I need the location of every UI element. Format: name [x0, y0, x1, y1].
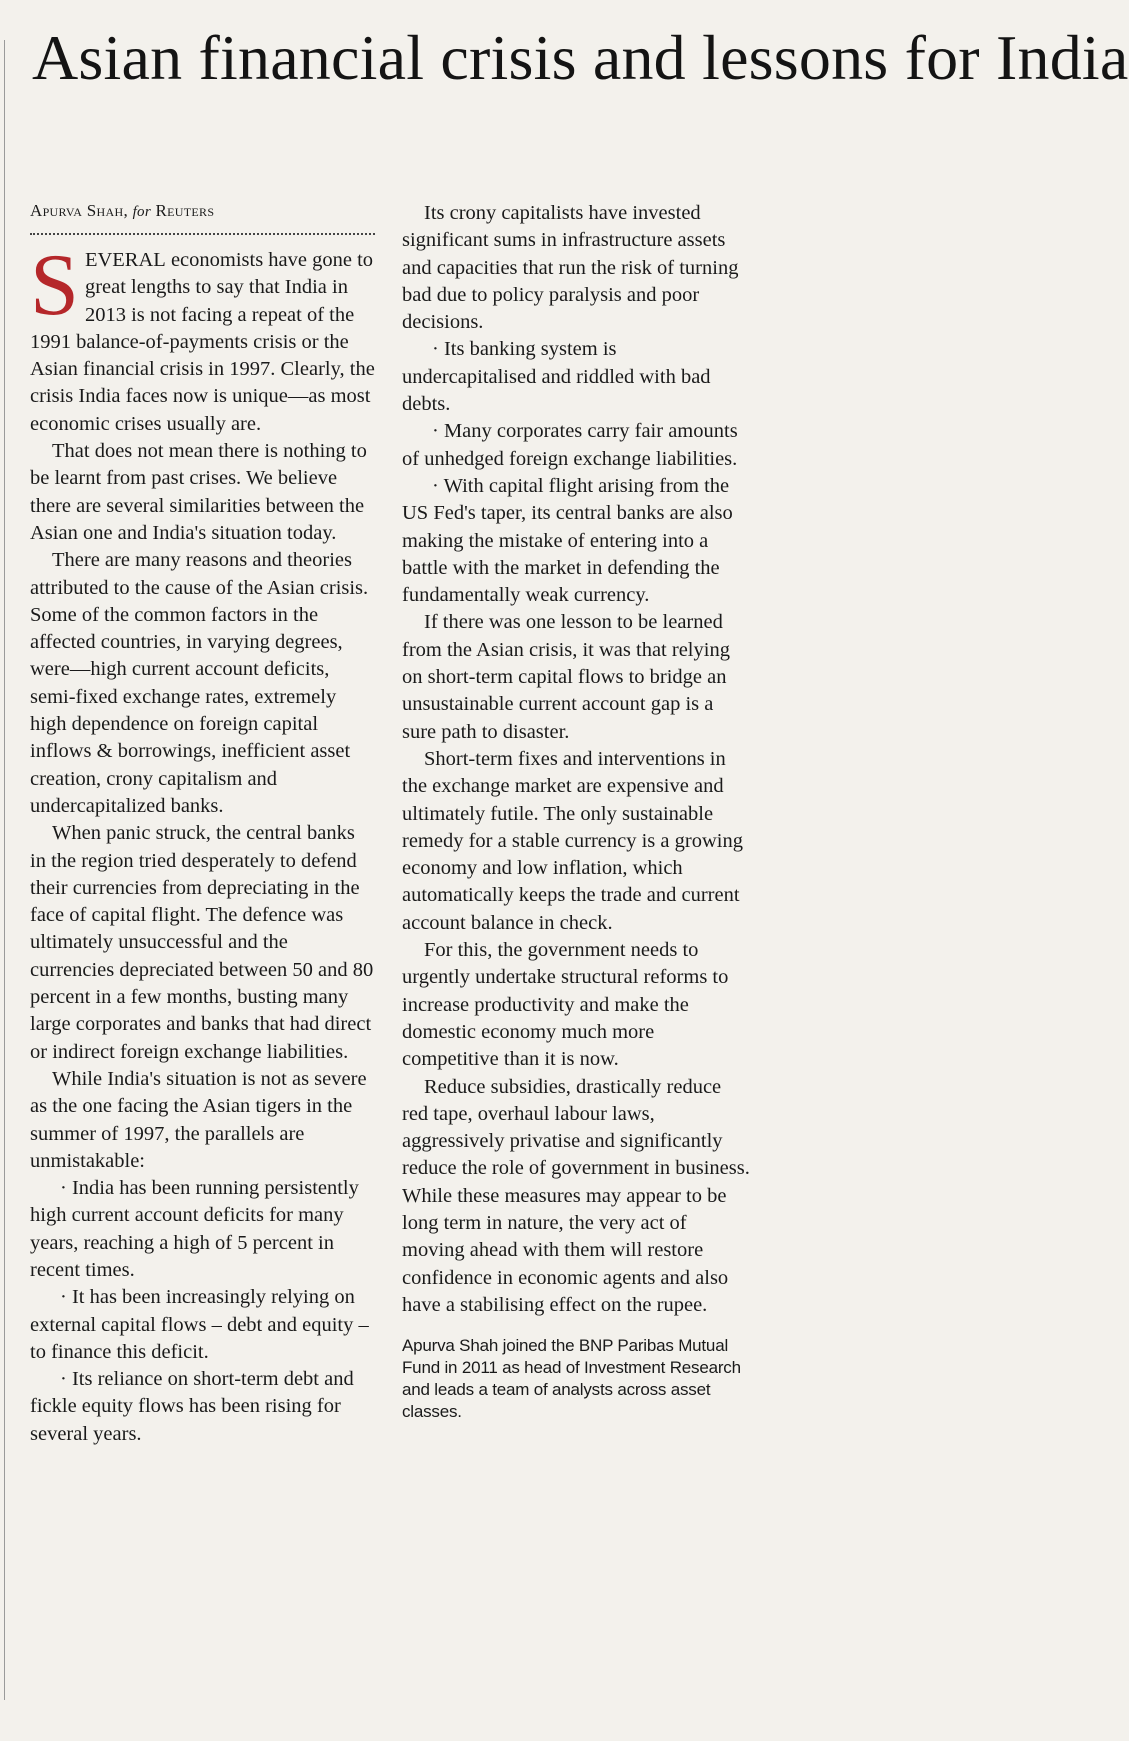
dotted-divider [30, 227, 375, 235]
bullet-paragraph: · Its reliance on short-term debt and fickle equity flows has been rising for several years. [30, 1368, 354, 1445]
bullet-paragraph: · India has been running persistently high current account deficits for many years, reaching a high of 5 percent in recent times. [30, 1177, 359, 1281]
paragraph: Short-term fixes and interventions in the exchange market are expensive and ultimately futile. The only sustainable remedy for a stable currency is a growing economy and low inflation, which automatically keeps the trade and current account balance in check. [402, 747, 743, 934]
byline-for: for [132, 204, 151, 220]
bullet-paragraph: · Its banking system is undercapitalised and riddled with bad debts. [402, 338, 711, 416]
lead-paragraph [30, 237, 375, 438]
paragraph: That does not mean there is nothing to be learnt from past crises. We believe there are several similarities between the Asian one and India's situation today. [30, 440, 367, 544]
paragraph: Reduce subsidies, drastically reduce red tape, overhaul labour laws, aggressively privatise and significantly reduce the role of government in business. While these measures may appear to be long term in nature, the very act of moving ahead with them will restore confidence in economic agents and also have a stabilising effect on the rupee. [402, 1075, 750, 1316]
bullet-paragraph: · Many corporates carry fair amounts of unhedged foreign exchange liabilities. [402, 420, 738, 470]
paragraph: For this, the government needs to urgently undertake structural reforms to increase productivity and make the domestic economy much more competitive than it is now. [402, 939, 729, 1071]
bullet-paragraph: · With capital flight arising from the US Fed's taper, its central banks are also making the mistake of entering into a battle with the market in defending the fundamentally weak currency. [402, 474, 733, 607]
lead-caps: EVERAL [84, 249, 166, 271]
drop-cap: S [30, 237, 79, 334]
byline-outlet: Reuters [155, 201, 215, 220]
headline: Asian financial crisis and lessons for India [32, 22, 1129, 93]
paragraph: Its crony capitalists have invested significant sums in infrastructure assets and capacities that run the risk of turning bad due to policy paralysis and poor decisions. [402, 202, 739, 334]
paragraph: While India's situation is not as severe as the one facing the Asian tigers in the summer of 1997, the parallels are unmistakable: [30, 1067, 367, 1172]
left-column [30, 200, 375, 1448]
author-bio: Apurva Shah joined the BNP Paribas Mutual Fund in 2011 as head of Investment Research and leads a team of analysts across asset classes. [402, 1336, 741, 1422]
byline [30, 200, 375, 223]
paragraph: When panic struck, the central banks in the region tried desperately to defend their currencies from depreciating in the face of capital flight. The defence was ultimately unsuccessful and the currencies depreciated between 50 and 80 percent in a few months, busting many large corporates and banks that had direct or indirect foreign exchange liabilities. [30, 822, 374, 1063]
right-column [402, 200, 752, 1423]
bullet-paragraph: · It has been increasingly relying on external capital flows – debt and equity – to finance this deficit. [30, 1286, 369, 1363]
lead-text: economists have gone to great lengths to say that India in 2013 is not facing a repeat of the 1991 balance-of-payments crisis or the Asian financial crisis in 1997. Clearly, the crisis India faces now is unique—as most economic crises usually are. [30, 249, 375, 435]
paragraph: If there was one lesson to be learned from the Asian crisis, it was that relying on short-term capital flows to bridge an unsustainable current account gap is a sure path to disaster. [402, 611, 730, 743]
paragraph: There are many reasons and theories attributed to the cause of the Asian crisis. Some of the common factors in the affected countries, in varying degrees, were—high current account deficits, semi-fixed exchange rates, extremely high dependence on foreign capital inflows & borrowings, inefficient asset creation, crony capitalism and undercapitalized banks. [30, 549, 369, 817]
byline-author: Apurva Shah, [30, 201, 128, 220]
column-edge-rule [4, 40, 5, 1700]
